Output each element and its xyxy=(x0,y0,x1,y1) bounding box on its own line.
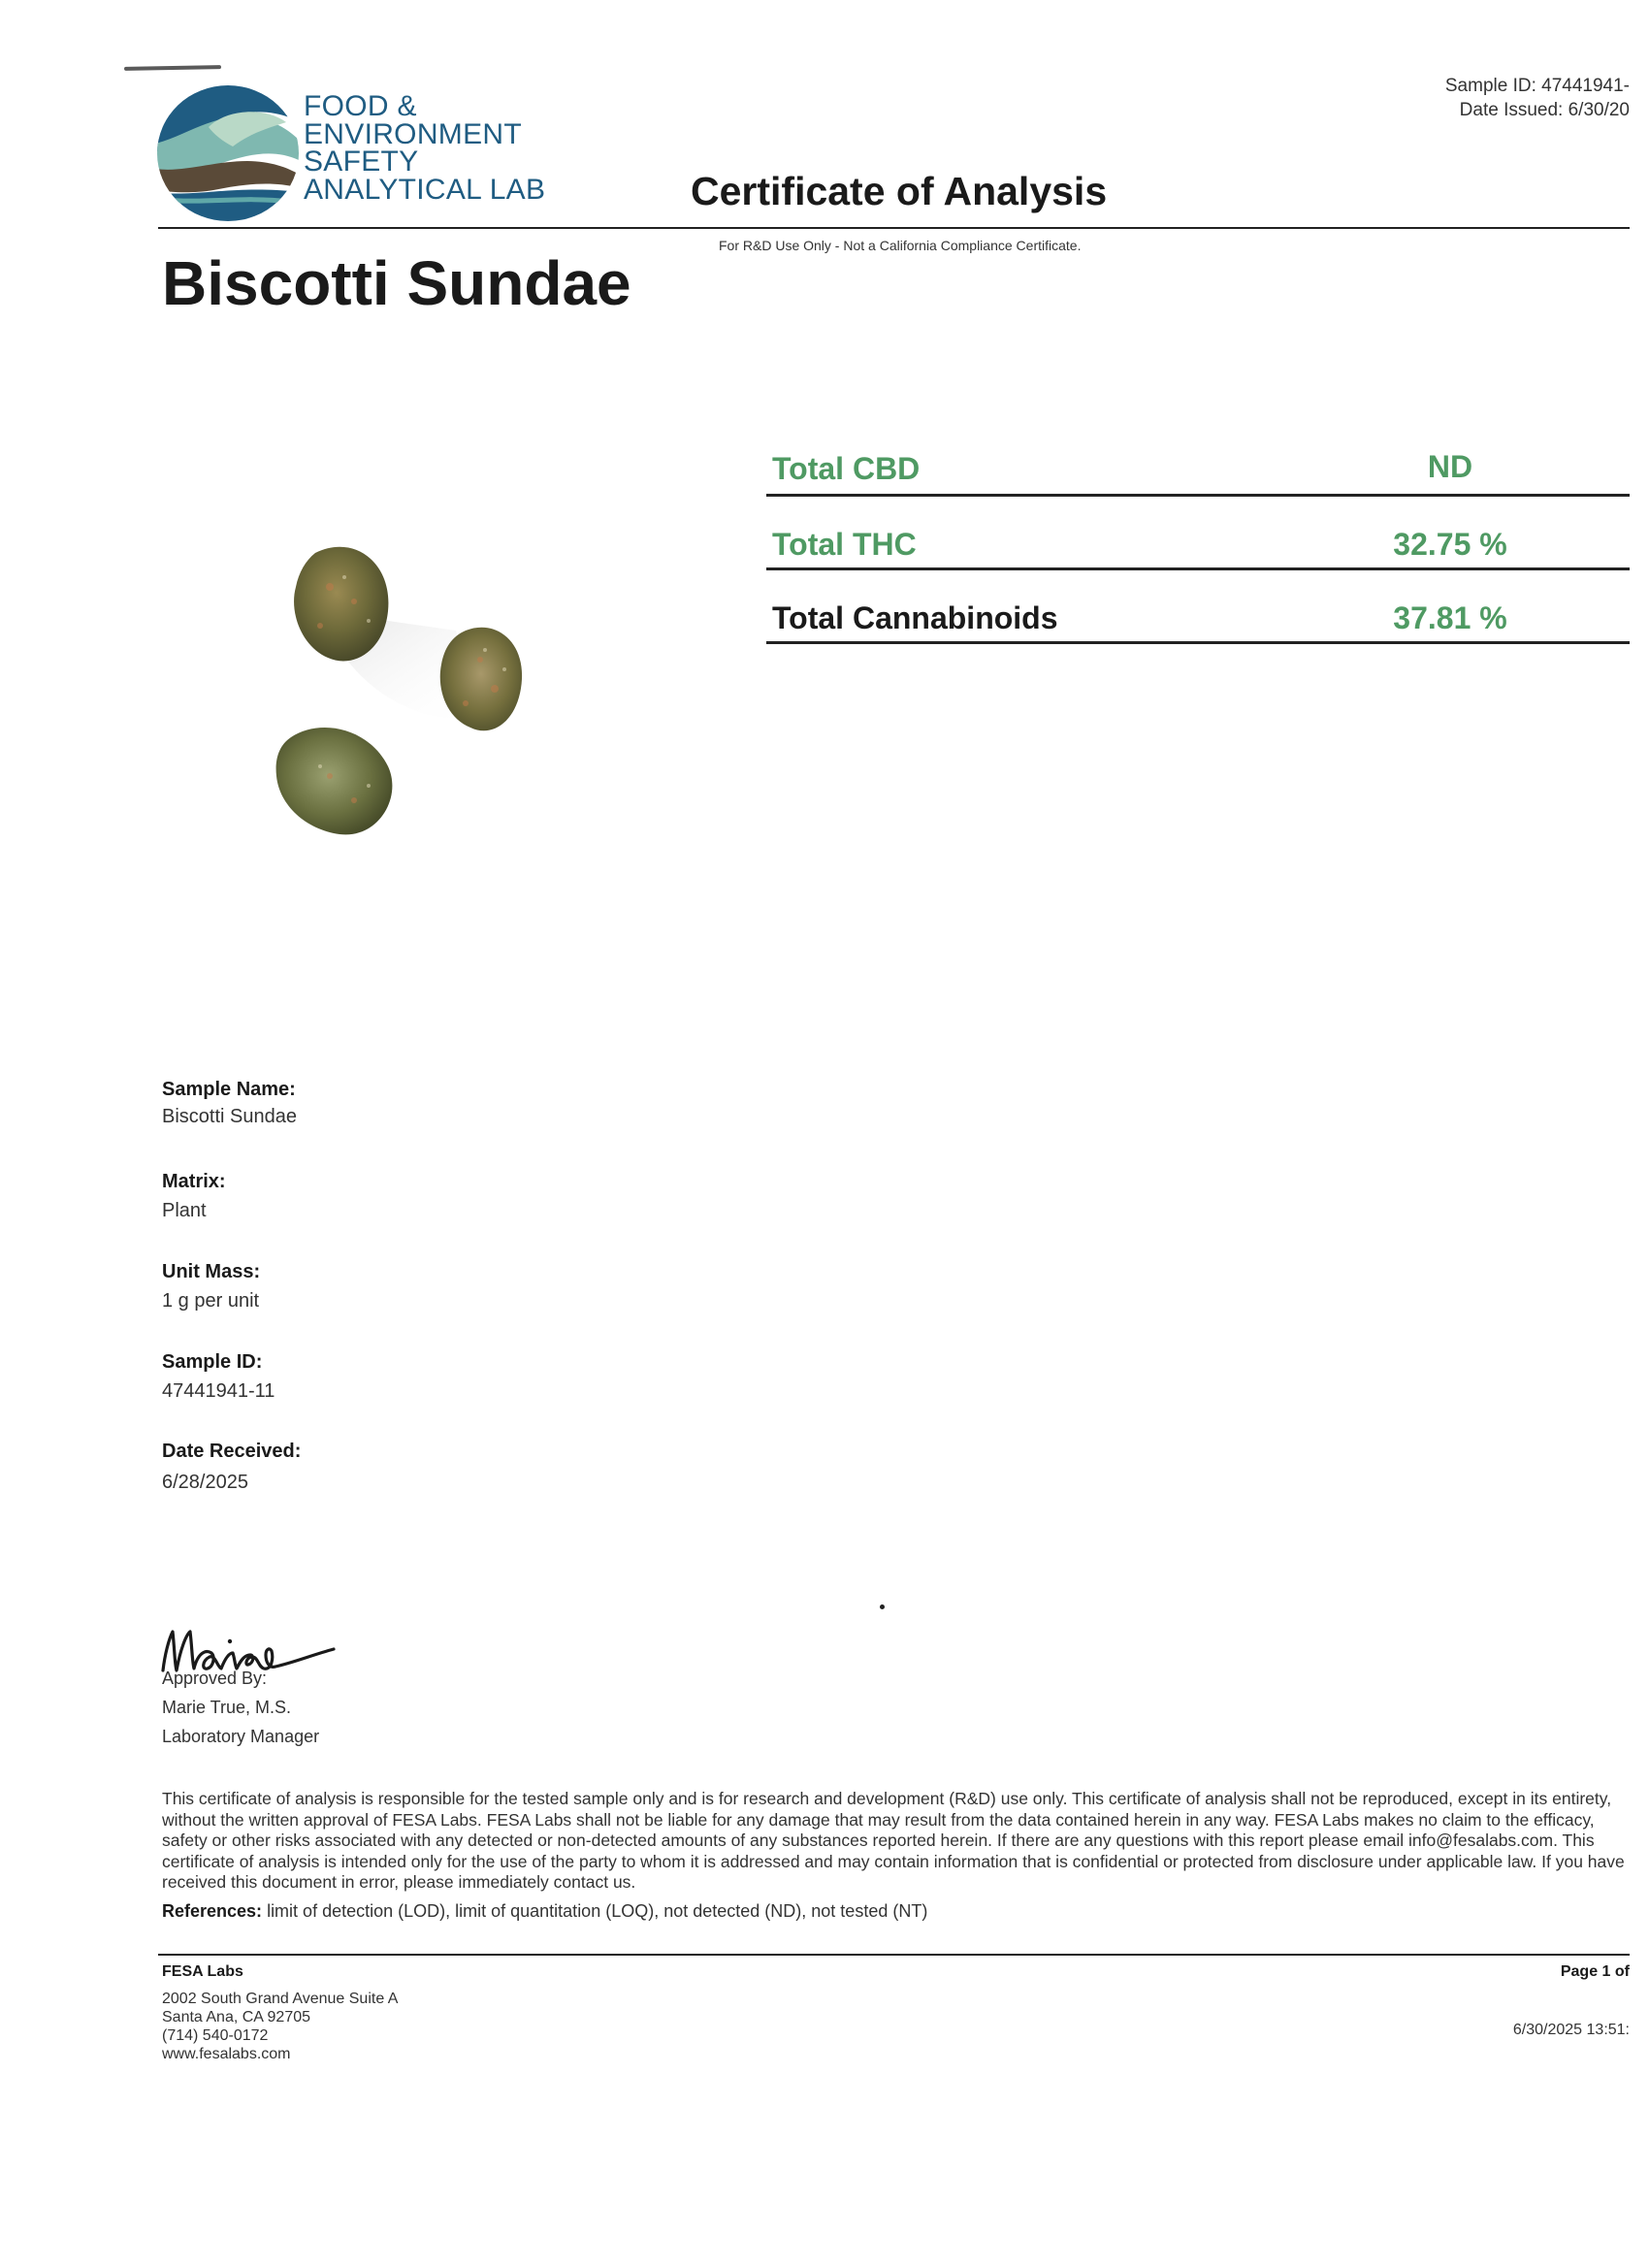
logo-line: ANALYTICAL LAB xyxy=(304,173,546,206)
unit-mass-label: Unit Mass: xyxy=(162,1261,261,1282)
header-date-issued: Date Issued: 6/30/20 xyxy=(1459,100,1630,120)
logo-line: FOOD & xyxy=(304,90,417,122)
footer-address-line-1: 2002 South Grand Avenue Suite A xyxy=(162,1991,399,2007)
footer-page-number: Page 1 of xyxy=(1560,1963,1630,1980)
result-divider xyxy=(766,641,1630,644)
matrix-label: Matrix: xyxy=(162,1171,226,1192)
sample-id-value: 47441941-11 xyxy=(162,1380,275,1402)
footer-lab-name: FESA Labs xyxy=(162,1963,243,1980)
header-divider xyxy=(158,227,1630,229)
approved-by-label: Approved By: xyxy=(162,1669,268,1688)
scan-speck xyxy=(880,1604,885,1609)
result-value-total-cannabinoids: 37.81 % xyxy=(1393,600,1507,635)
product-name: Biscotti Sundae xyxy=(162,248,631,318)
logo-line: SAFETY xyxy=(304,146,419,178)
result-label-total-cbd: Total CBD xyxy=(772,451,921,486)
sample-name-label: Sample Name: xyxy=(162,1079,296,1100)
approver-name: Marie True, M.S. xyxy=(162,1698,292,1717)
scan-mark xyxy=(124,65,221,71)
disclaimer-text: This certificate of analysis is responsible for the tested sample only and is for research and development (R&D) use only. This certificate of analysis shall not be reproduced, except in its entirety, without the written approval of FESA Labs. FESA Labs shall not be liable for any damage that may result from the data contained herein in any way. FESA Labs makes no claim to the efficacy, safety or other risks associated with any detected or non-detected amounts of any substances reported herein. If there are any questions with this report please email info@fesalabs.com. This certificate of analysis is intended only for the use of the party to whom it is addressed and may contain information that is confidential or protected from disclosure under applicable law. If you have received this document in error, please immediately contact us. xyxy=(162,1789,1625,1892)
date-received-label: Date Received: xyxy=(162,1441,302,1462)
sample-id-label: Sample ID: xyxy=(162,1351,263,1373)
logo-line: ENVIRONMENT xyxy=(304,117,522,150)
fesa-wave-logo-icon xyxy=(155,83,301,223)
sample-name-value: Biscotti Sundae xyxy=(162,1106,297,1127)
footer-divider xyxy=(158,1954,1630,1956)
references-label: References: xyxy=(162,1901,263,1921)
result-label-total-cannabinoids: Total Cannabinoids xyxy=(772,600,1058,635)
result-divider xyxy=(766,494,1630,497)
result-value-total-thc: 32.75 % xyxy=(1393,527,1507,562)
cannabis-flower-photo xyxy=(262,534,611,902)
unit-mass-value: 1 g per unit xyxy=(162,1290,260,1312)
result-label-total-thc: Total THC xyxy=(772,527,917,562)
approver-role: Laboratory Manager xyxy=(162,1727,320,1746)
matrix-value: Plant xyxy=(162,1200,207,1221)
footer-website-link[interactable]: www.fesalabs.com xyxy=(162,2046,291,2062)
references-text: limit of detection (LOD), limit of quantitation (LOQ), not detected (ND), not tested (NT) xyxy=(262,1901,928,1921)
rd-use-note: For R&D Use Only - Not a California Compliance Certificate. xyxy=(719,238,1082,253)
certificate-title: Certificate of Analysis xyxy=(691,169,1108,213)
header-sample-id: Sample ID: 47441941- xyxy=(1444,76,1630,96)
logo-wordmark xyxy=(304,90,546,206)
footer-address-line-2: Santa Ana, CA 92705 xyxy=(162,2009,311,2025)
date-received-value: 6/28/2025 xyxy=(162,1472,248,1493)
footer-phone: (714) 540-0172 xyxy=(162,2027,269,2044)
references xyxy=(162,1901,927,1922)
footer-timestamp: 6/30/2025 13:51: xyxy=(1512,2022,1630,2038)
result-value-total-cbd: ND xyxy=(1427,449,1473,484)
result-divider xyxy=(766,567,1630,570)
